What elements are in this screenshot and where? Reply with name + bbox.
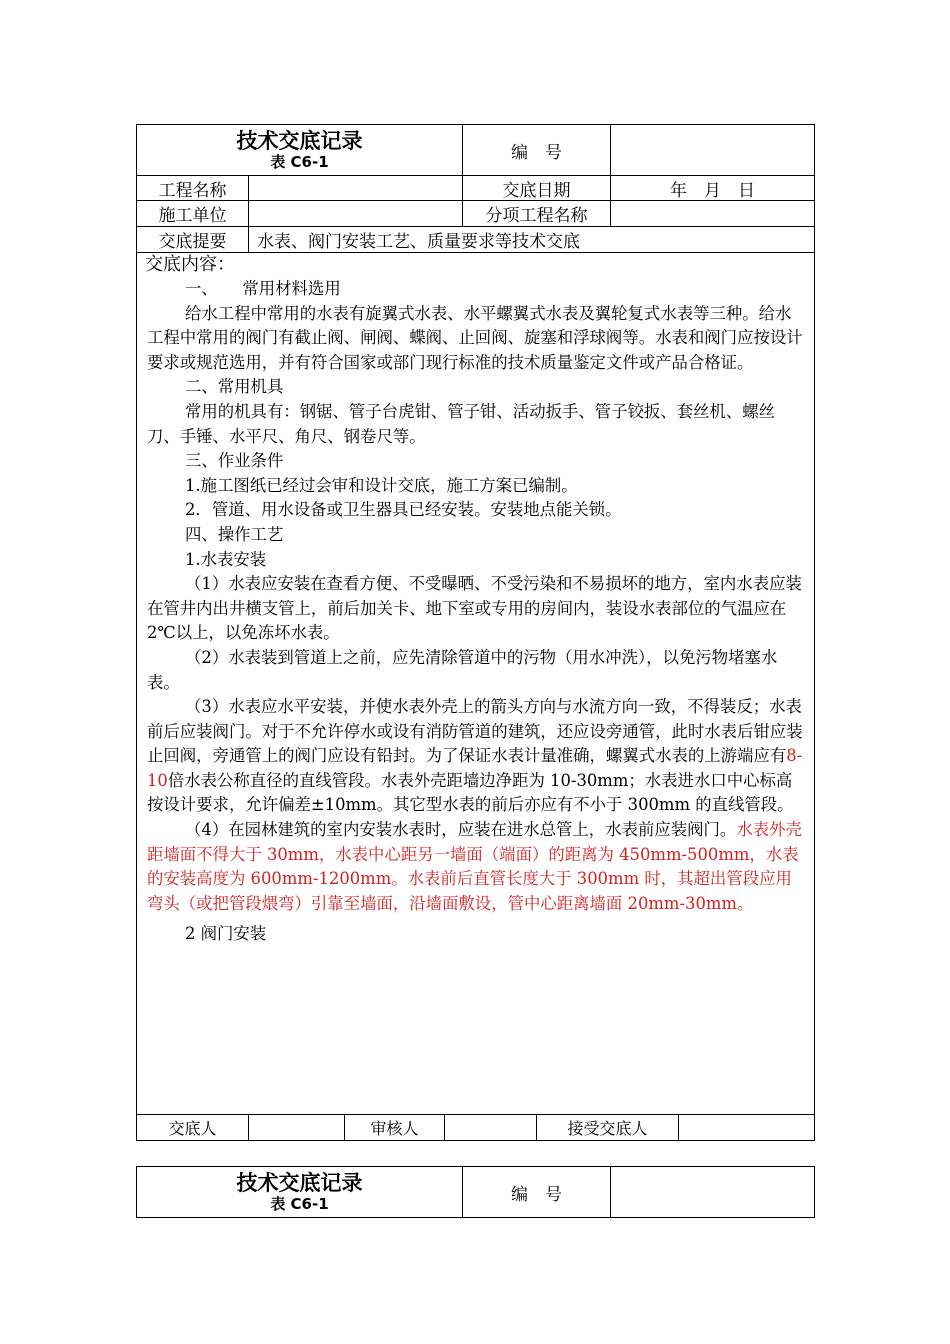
meter-item-4 (147, 818, 804, 916)
project-name-label: 工程名称 (137, 176, 249, 200)
number-label: 编 号 (463, 125, 611, 175)
signature-row (137, 1115, 814, 1140)
next-form-subtitle: 表 C6-1 (270, 1195, 329, 1213)
date-label: 交底日期 (463, 176, 611, 200)
section-1-paragraph: 给水工程中常用的水表有旋翼式水表、水平螺翼式水表及翼轮复式水表等三种。给水工程中常用的阀门有截止阀、闸阀、蝶阀、止回阀、旋塞和浮球阀等。水表和阀门应按设计要求或规范选用，并有符合国家或部门现行标准的技术质量鉴定文件或产品合格证。 (147, 303, 803, 372)
project-row (137, 176, 814, 201)
meter-item-2: （2）水表装到管道上之前，应先清除管道中的污物（用水冲洗），以免污物堵塞水表。 (147, 647, 778, 692)
section-4-subheading-meter: 1.水表安装 (185, 549, 267, 569)
form-title-cell (137, 125, 463, 175)
section-1-heading: 一、 常用材料选用 (185, 279, 341, 298)
meter-item-4-highlight: 水表外壳距墙面不得大于 30mm，水表中心距另一墙面（端面）的距离为 450mm-500mm，水表的安装高度为 600mm-1200mm。水表前后直管长度大于 300mm 时，其超出管段应用弯头（或把管段煨弯）引靠至墙面，沿墙面敷设，管中心距离墙面 20mm-30mm。 (147, 820, 802, 913)
receiver-label: 接受交底人 (537, 1115, 679, 1140)
contractor-row (137, 201, 814, 227)
section-3-item-2: 2．管道、用水设备或卫生器具已经安装。安装地点能关锁。 (185, 500, 622, 520)
contractor-label: 施工单位 (137, 201, 249, 226)
tech-disclosure-form (136, 124, 815, 1141)
summary-value[interactable]: 水表、阀门安装工艺、质量要求等技术交底 (257, 232, 580, 252)
content-label: 交底内容： (145, 254, 235, 275)
next-form-title-cell (137, 1167, 463, 1217)
meter-item-4-text: （4）在园林建筑的室内安装水表时，应装在进水总管上，水表前应装阀门。 (185, 820, 737, 840)
meter-item-3 (147, 695, 804, 818)
project-name-value[interactable] (249, 176, 463, 200)
meter-item-3-text-a: （3）水表应水平安装，并使水表外壳上的箭头方向与水流方向一致，不得装反；水表前后应装阀门。对于不允许停水或设有消防管道的建筑，还应设旁通管，此时水表后钳应装止回阀，旁通管上的阀门应设有铅封。为了保证水表计量准确，螺翼式水表的上游端应有 (147, 697, 803, 766)
section-2-heading: 二、常用机具 (185, 377, 284, 397)
next-header-row (137, 1167, 814, 1217)
meter-item-3-text-b: 倍水表公称直径的直线管段。水表外壳距墙边净距为 10-30mm；水表进水口中心标高按设计要求，允许偏差±10mm。其它型水表的前后亦应有不小于 300mm 的直线管段。 (147, 770, 794, 815)
meter-item-1: （1）水表应安装在查看方便、不受曝晒、不受污染和不易损坏的地方，室内水表应装在管井内出井横支管上，前后加关卡、地下室或专用的房间内，装设水表部位的气温应在 2℃以上，以免冻坏水表。 (147, 574, 802, 643)
section-4-subheading-valve: 2 阀门安装 (185, 924, 267, 944)
summary-row (137, 227, 814, 253)
meter-item-3-highlight: 8-10 (147, 746, 803, 790)
section-3-item-1: 1.施工图纸已经过会审和设计交底，施工方案已编制。 (185, 475, 578, 495)
number-value[interactable] (611, 125, 814, 175)
contractor-value[interactable] (249, 201, 463, 226)
discloser-label: 交底人 (137, 1115, 249, 1140)
form-subtitle: 表 C6-1 (270, 153, 329, 171)
form-title: 技术交底记录 (236, 129, 363, 153)
next-page-form-header (136, 1166, 815, 1218)
section-4-heading: 四、操作工艺 (185, 524, 284, 544)
next-number-value[interactable] (611, 1167, 814, 1217)
next-number-label: 编 号 (463, 1167, 611, 1217)
disclosure-content (137, 253, 814, 1115)
receiver-value[interactable] (679, 1115, 814, 1140)
subproject-label: 分项工程名称 (463, 201, 611, 226)
reviewer-label: 审核人 (345, 1115, 445, 1140)
date-value[interactable]: 年 月 日 (670, 180, 755, 200)
subproject-value[interactable] (611, 201, 814, 226)
discloser-value[interactable] (249, 1115, 345, 1140)
section-2-paragraph: 常用的机具有：钢锯、管子台虎钳、管子钳、活动扳手、管子铰扳、套丝机、螺丝刀、手锤、水平尺、角尺、钢卷尺等。 (147, 401, 776, 446)
summary-label: 交底提要 (137, 227, 249, 252)
form-header-row (137, 125, 814, 176)
next-form-title: 技术交底记录 (236, 1171, 363, 1195)
section-3-heading: 三、作业条件 (185, 451, 284, 471)
reviewer-value[interactable] (445, 1115, 537, 1140)
